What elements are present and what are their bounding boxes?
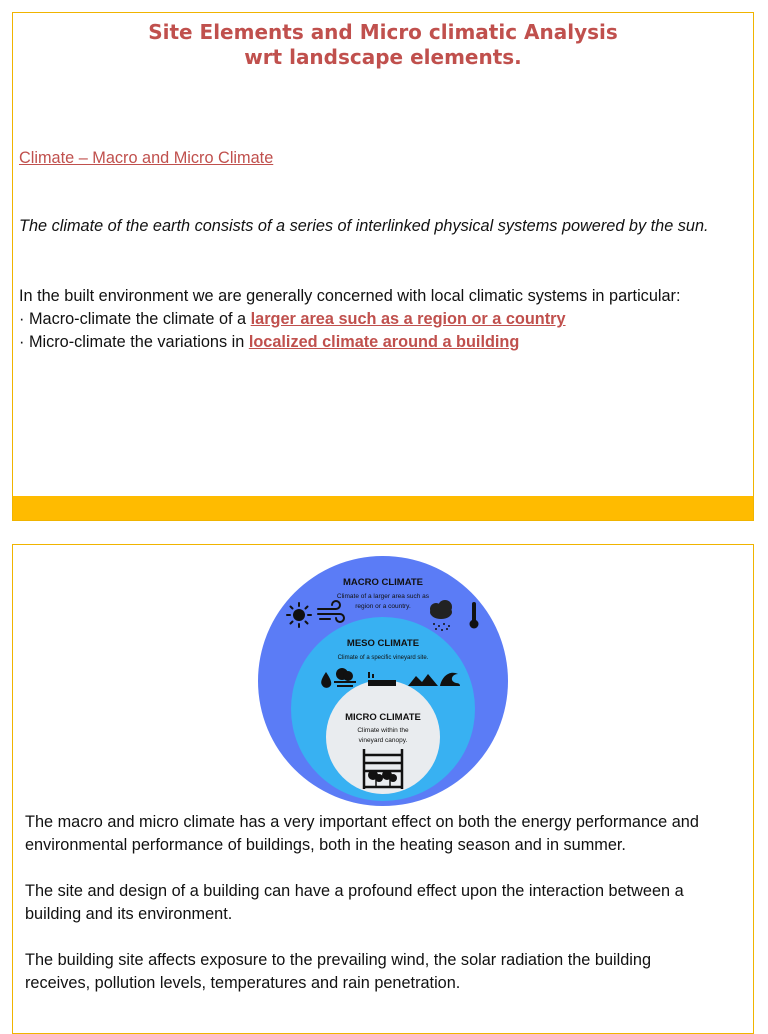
- macro-desc-1: Climate of a larger area such as: [336, 593, 430, 600]
- bullet-macro: [19, 308, 713, 331]
- paragraph-1: The macro and micro climate has a very important effect on both the energy performance and environmental performance of buildings, both in the heating season and in summer.: [25, 813, 699, 854]
- footer-bar: [13, 496, 753, 520]
- bullet-macro-text: · Macro-climate the climate of a: [19, 310, 251, 328]
- slide-title: [13, 20, 753, 70]
- micro-desc-1: Climate within the: [357, 727, 409, 734]
- micro-desc-2: vineyard canopy.: [358, 737, 408, 744]
- bullet-micro-highlight: localized climate around a building: [248, 333, 520, 351]
- slide-1: [12, 12, 754, 521]
- meso-title: MESO CLIMATE: [346, 638, 420, 649]
- macro-desc-2: region or a country.: [355, 603, 411, 610]
- title-line-1: Site Elements and Micro climatic Analysis: [148, 20, 618, 44]
- slide-2-text: [25, 811, 713, 1018]
- bullet-micro-text: · Micro-climate the variations in: [19, 333, 249, 351]
- section-heading: Climate – Macro and Micro Climate: [19, 149, 274, 167]
- bullet-micro: [19, 331, 713, 354]
- micro-title: MICRO CLIMATE: [345, 712, 421, 723]
- bullet-macro-highlight: larger area such as a region or a country: [250, 310, 566, 328]
- paragraph-2: The site and design of a building can have a profound effect upon the interaction between a building and its environment.: [25, 882, 684, 923]
- climate-diagram-svg: [256, 554, 510, 808]
- climate-paragraph: [19, 285, 713, 354]
- macro-title: MACRO CLIMATE: [342, 577, 424, 588]
- climate-diagram: [256, 554, 510, 808]
- meso-desc: Climate of a specific vineyard site.: [337, 655, 429, 661]
- paragraph-3: The building site affects exposure to the prevailing wind, the solar radiation the building receives, pollution levels, temperatures and rain penetration.: [25, 951, 652, 992]
- intro-text: In the built environment we are generally concerned with local climatic systems in particular:: [19, 287, 681, 305]
- sun-icon: [287, 603, 311, 627]
- italic-paragraph: The climate of the earth consists of a series of interlinked physical systems powered by the sun.: [19, 217, 709, 235]
- title-line-2: wrt landscape elements.: [244, 45, 522, 69]
- slide-2: [12, 544, 754, 1034]
